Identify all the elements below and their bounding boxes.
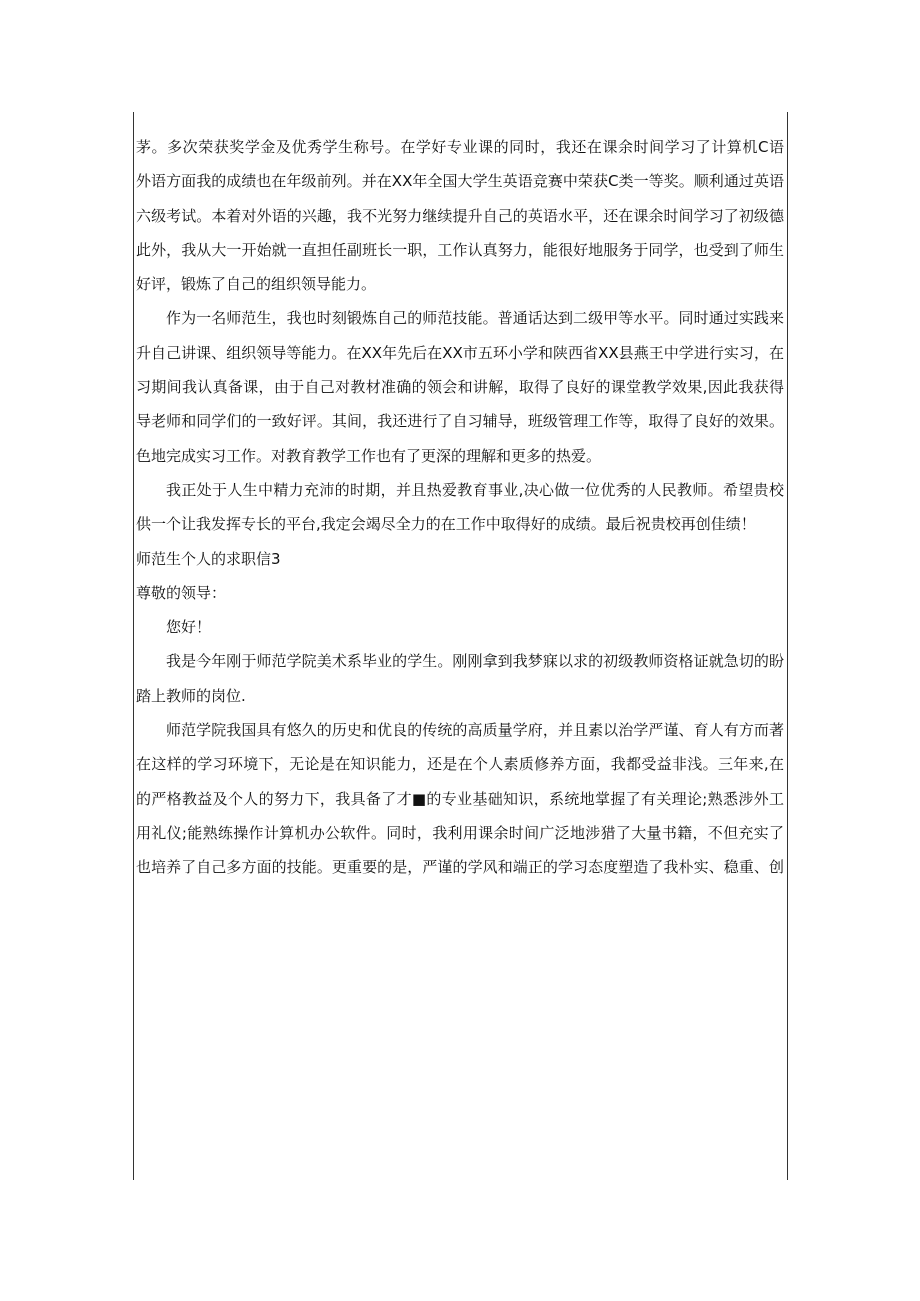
text-line-20: 的严格教益及个人的努力下，我具备了才■的专业基础知识，系统地掌握了有关理论;熟悉涉外工 bbox=[136, 789, 784, 808]
text-line-18: 师范学院我国具有悠久的历史和优良的传统的高质量学府，并且素以治学严谨、育人有方而著 bbox=[166, 721, 784, 740]
greeting: 您好！ bbox=[166, 618, 212, 637]
text-line-9: 导老师和同学们的一致好评。其间，我还进行了自习辅导，班级管理工作等，取得了良好的效果。 bbox=[136, 412, 784, 431]
text-line-2: 外语方面我的成绩也在年级前列。并在XX年全国大学生英语竞赛中荣获C类一等奖。顺利通过英语 bbox=[136, 172, 784, 191]
text-line-6: 作为一名师范生，我也时刻锻炼自己的师范技能。普通话达到二级甲等水平。同时通过实践来 bbox=[166, 309, 784, 328]
text-line-10: 色地完成实习工作。对教育教学工作也有了更深的理解和更多的热爱。 bbox=[136, 446, 602, 465]
text-line-17: 踏上教师的岗位. bbox=[136, 686, 246, 705]
section-heading: 师范生个人的求职信3 bbox=[136, 549, 281, 568]
text-line-21: 用礼仪;能熟练操作计算机办公软件。同时，我利用课余时间广泛地涉猎了大量书籍，不但充实了 bbox=[136, 823, 784, 842]
left-margin-rule bbox=[133, 112, 134, 1180]
right-margin-rule bbox=[787, 112, 788, 1180]
text-line-3: 六级考试。本着对外语的兴趣，我不光努力继续提升自己的英语水平，还在课余时间学习了初级德 bbox=[136, 206, 784, 225]
text-line-1: 茅。多次荣获奖学金及优秀学生称号。在学好专业课的同时，我还在课余时间学习了计算机C语 bbox=[136, 138, 784, 156]
text-line-19: 在这样的学习环境下，无论是在知识能力，还是在个人素质修养方面，我都受益非浅。三年来,在 bbox=[136, 755, 784, 774]
text-line-5: 好评，锻炼了自己的组织领导能力。 bbox=[136, 275, 377, 294]
text-line-16: 我是今年刚于师范学院美术系毕业的学生。刚刚拿到我梦寐以求的初级教师资格证就急切的盼 bbox=[166, 652, 784, 671]
text-line-11: 我正处于人生中精力充沛的时期，并且热爱教育事业,决心做一位优秀的人民教师。希望贵校 bbox=[166, 480, 784, 499]
text-line-8: 习期间我认真备课，由于自己对教材准确的领会和讲解，取得了良好的课堂教学效果,因此我获得 bbox=[136, 378, 784, 397]
text-line-7: 升自己讲课、组织领导等能力。在XX年先后在XX市五环小学和陕西省XX县燕王中学进行实习，在 bbox=[136, 343, 784, 362]
text-line-12: 供一个让我发挥专长的平台,我定会竭尽全力的在工作中取得好的成绩。最后祝贵校再创佳绩！ bbox=[136, 515, 756, 534]
salutation: 尊敬的领导： bbox=[136, 583, 227, 602]
text-line-4: 此外，我从大一开始就一直担任副班长一职，工作认真努力，能很好地服务于同学，也受到了师生 bbox=[136, 240, 784, 259]
text-line-22: 也培养了自己多方面的技能。更重要的是，严谨的学风和端正的学习态度塑造了我朴实、稳重、创 bbox=[136, 858, 784, 877]
document-body bbox=[136, 130, 784, 885]
